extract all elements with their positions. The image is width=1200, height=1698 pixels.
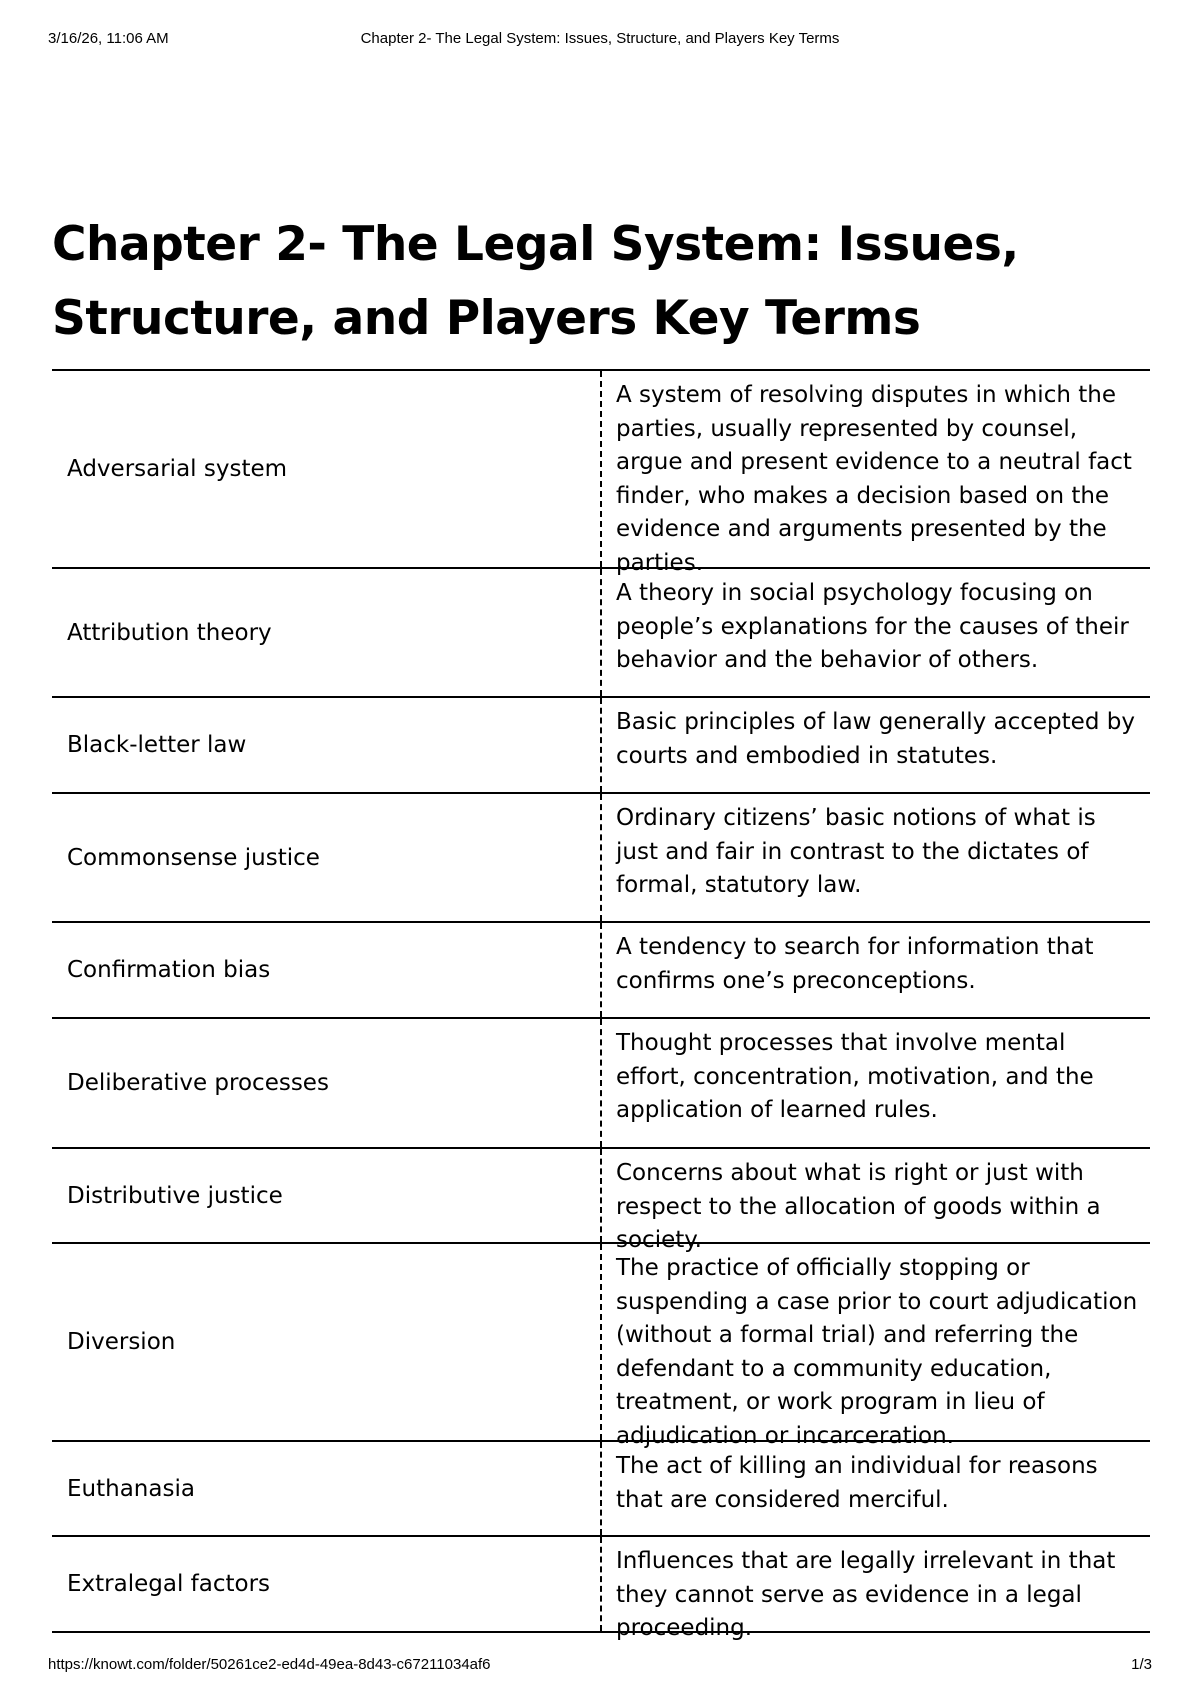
table-row bbox=[52, 1149, 1150, 1253]
term-cell: Adversarial system bbox=[52, 371, 602, 567]
definition-cell: The act of killing an individual for reasons that are considered merciful. bbox=[616, 1453, 1098, 1513]
term-cell: Black-letter law bbox=[52, 698, 602, 792]
term-cell: Deliberative processes bbox=[52, 1019, 602, 1147]
definition-cell: Concerns about what is right or just with respect to the allocation of goods within a society. bbox=[616, 1160, 1101, 1253]
term-cell: Attribution theory bbox=[52, 569, 602, 696]
table-row bbox=[52, 1019, 1150, 1149]
term-cell: Extralegal factors bbox=[52, 1537, 602, 1631]
terms-table bbox=[52, 369, 1150, 1641]
table-row bbox=[52, 1244, 1150, 1449]
term-cell: Euthanasia bbox=[52, 1442, 602, 1535]
definition-cell: A theory in social psychology focusing on people’s explanations for the causes of their behavior and the behavior of others. bbox=[616, 580, 1129, 673]
page-title: Chapter 2- The Legal System: Issues, Structure, and Players Key Terms bbox=[52, 217, 1019, 346]
table-row bbox=[52, 1442, 1150, 1537]
table-row bbox=[52, 794, 1150, 923]
term-cell: Distributive justice bbox=[52, 1149, 602, 1242]
definition-cell: The practice of officially stopping or suspending a case prior to court adjudication (without a formal trial) and referring the defendant to a community education, treatment, or work program in lieu of adjudication or incarceration. bbox=[616, 1255, 1138, 1449]
definition-cell: Basic principles of law generally accepted by courts and embodied in statutes. bbox=[616, 709, 1135, 769]
definition-cell: Influences that are legally irrelevant in that they cannot serve as evidence in a legal proceeding. bbox=[616, 1548, 1116, 1641]
term-cell: Confirmation bias bbox=[52, 923, 602, 1017]
term-cell: Commonsense justice bbox=[52, 794, 602, 921]
term-cell: Diversion bbox=[52, 1244, 602, 1440]
print-footer bbox=[0, 1654, 1200, 1678]
print-datetime: 3/16/26, 11:06 AM bbox=[48, 30, 169, 47]
table-row bbox=[52, 569, 1150, 698]
definition-cell: Thought processes that involve mental effort, concentration, motivation, and the application of learned rules. bbox=[616, 1030, 1094, 1123]
table-row bbox=[52, 923, 1150, 1019]
page-number: 1/3 bbox=[1131, 1656, 1152, 1673]
print-header bbox=[0, 28, 1200, 52]
print-header-title: Chapter 2- The Legal System: Issues, Structure, and Players Key Terms bbox=[360, 30, 840, 47]
definition-cell: A system of resolving disputes in which the parties, usually represented by counsel, argue and present evidence to a neutral fact finder, who makes a decision based on the evidence and arguments presented by the parties. bbox=[616, 382, 1132, 576]
definition-cell: Ordinary citizens’ basic notions of what is just and fair in contrast to the dictates of formal, statutory law. bbox=[616, 805, 1096, 898]
table-row bbox=[52, 371, 1150, 576]
print-url[interactable]: https://knowt.com/folder/50261ce2-ed4d-49ea-8d43-c67211034af6 bbox=[48, 1656, 491, 1673]
table-row bbox=[52, 698, 1150, 794]
table-row bbox=[52, 1537, 1150, 1641]
definition-cell: A tendency to search for information that confirms one’s preconceptions. bbox=[616, 934, 1094, 994]
